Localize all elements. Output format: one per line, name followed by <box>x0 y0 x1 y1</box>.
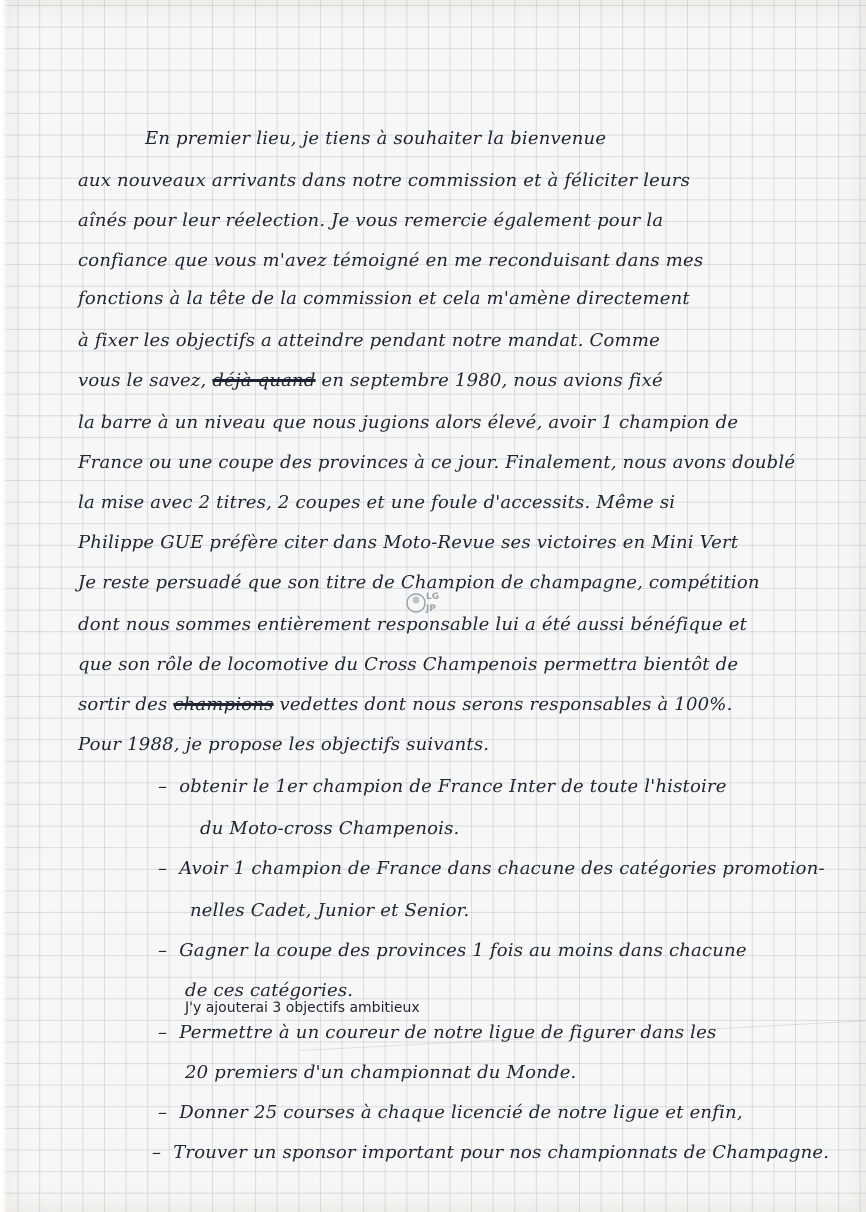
objective-item-2 <box>158 858 825 879</box>
letter-line-7 <box>78 370 663 391</box>
objective-text: Donner 25 courses à chaque licencié de notre ligue et enfin, <box>179 1102 743 1123</box>
letter-line-15 <box>78 694 733 715</box>
letter-line-13: dont nous sommes entièrement responsable lui a été aussi bénéfique et <box>78 614 748 635</box>
letter-line-12: Je reste persuadé que son titre de Champion de champagne, compétition <box>78 572 760 593</box>
letter-line-7-after: en septembre 1980, nous avions fixé <box>321 370 663 391</box>
letter-line-16: Pour 1988, je propose les objectifs suivants. <box>78 734 490 755</box>
inserted-note: J'y ajouterai 3 objectifs ambitieux <box>185 1000 420 1016</box>
letter-line-5: fonctions à la tête de la commission et cela m'amène directement <box>78 288 690 309</box>
objective-item-4 <box>158 1022 716 1043</box>
objective-item-6 <box>152 1142 829 1163</box>
letter-line-4: confiance que vous m'avez témoigné en me reconduisant dans mes <box>78 250 704 271</box>
letter-line-9: France ou une coupe des provinces à ce jour. Finalement, nous avons doublé <box>78 452 796 473</box>
letter-line-8: la barre à un niveau que nous jugions alors élevé, avoir 1 champion de <box>78 412 739 433</box>
torn-left-edge <box>0 0 8 1212</box>
letter-line-15-before: sortir des <box>78 694 168 715</box>
letter-line-10: la mise avec 2 titres, 2 coupes et une foule d'accessits. Même si <box>78 492 676 513</box>
letter-line-11: Philippe GUE préfère citer dans Moto-Revue ses victoires en Mini Vert <box>78 532 739 553</box>
watermark-logo <box>404 583 444 623</box>
objective-item-2-cont: nelles Cadet, Junior et Senior. <box>190 900 470 921</box>
letter-line-3: aînés pour leur réelection. Je vous remercie également pour la <box>78 210 664 231</box>
watermark-face-shape <box>413 597 420 604</box>
letter-line-6: à fixer les objectifs a atteindre pendant notre mandat. Comme <box>78 330 660 351</box>
objective-item-3-cont: de ces catégories. <box>185 980 354 1001</box>
list-dash: – <box>158 1102 168 1123</box>
objective-item-3 <box>158 940 747 961</box>
watermark-text: LG <box>426 592 440 602</box>
objective-text: Gagner la coupe des provinces 1 fois au moins dans chacune <box>179 940 747 961</box>
objective-item-5 <box>158 1102 743 1123</box>
objective-item-4-cont: 20 premiers d'un championnat du Monde. <box>185 1062 577 1083</box>
letter-line-2: aux nouveaux arrivants dans notre commission et à féliciter leurs <box>78 170 691 191</box>
list-dash: – <box>158 940 168 961</box>
letter-line-7-before: vous le savez, <box>78 370 207 391</box>
list-dash: – <box>158 1022 168 1043</box>
struck-out-word: champions <box>173 694 274 715</box>
list-dash: – <box>158 776 168 797</box>
objective-item-1-cont: du Moto-cross Champenois. <box>200 818 460 839</box>
struck-out-word: déjà quand <box>212 370 316 391</box>
list-dash: – <box>152 1142 162 1163</box>
letter-line-15-after: vedettes dont nous serons responsables à 100%. <box>279 694 733 715</box>
letter-line-14: que son rôle de locomotive du Cross Champenois permettra bientôt de <box>78 654 739 675</box>
objective-text: Trouver un sponsor important pour nos championnats de Champagne. <box>173 1142 830 1163</box>
list-dash: – <box>158 858 168 879</box>
letter-line-1: En premier lieu, je tiens à souhaiter la bienvenue <box>145 128 607 149</box>
objective-text: Avoir 1 champion de France dans chacune des catégories promotion- <box>179 858 825 879</box>
objective-text: Permettre à un coureur de notre ligue de figurer dans les <box>179 1022 717 1043</box>
objective-text: obtenir le 1er champion de France Inter de toute l'histoire <box>179 776 727 797</box>
objective-item-1 <box>158 776 727 797</box>
watermark-text: JP <box>426 604 436 614</box>
